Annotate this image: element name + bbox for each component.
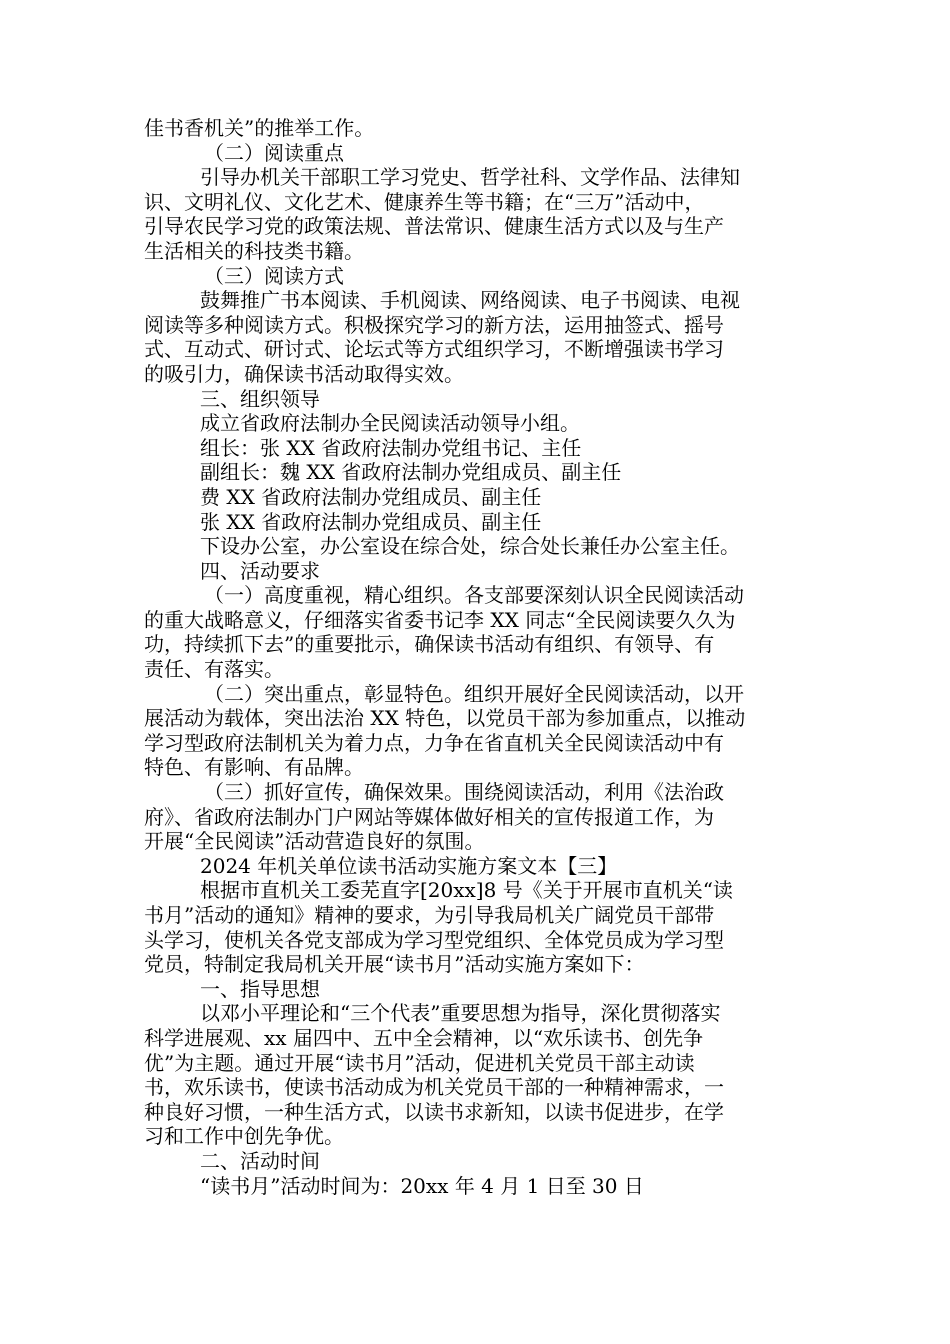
text-line: 三、组织领导 <box>200 386 320 411</box>
text-line: 责任、有落实。 <box>144 657 284 682</box>
text-line: （二）突出重点，彰显特色。组织开展好全民阅读活动，以开 <box>204 681 744 706</box>
text-line: 式、互动式、研讨式、论坛式等方式组织学习，不断增强读书学习 <box>144 337 724 362</box>
text-line: 府》、省政府法制办门户网站等媒体做好相关的宣传报道工作，为 <box>144 804 714 829</box>
text-line: 副组长：魏 XX 省政府法制办党组成员、副主任 <box>200 460 622 485</box>
text-line: 费 XX 省政府法制办党组成员、副主任 <box>200 484 542 509</box>
text-line: 佳书香机关”的推举工作。 <box>144 116 375 140</box>
text-line: 展活动为载体，突出法治 XX 特色，以党员干部为参加重点，以推动 <box>144 706 746 731</box>
text-line: 书，欢乐读书，使读书活动成为机关党员干部的一种精神需求，一 <box>144 1075 724 1100</box>
text-line: 2024 年机关单位读书活动实施方案文本【三】 <box>200 853 618 878</box>
text-line: 张 XX 省政府法制办党组成员、副主任 <box>200 509 542 534</box>
text-line: 鼓舞推广书本阅读、手机阅读、网络阅读、电子书阅读、电视 <box>200 288 740 313</box>
text-line: 的重大战略意义，仔细落实省委书记李 XX 同志“全民阅读要久久为 <box>144 607 736 632</box>
text-line: 阅读等多种阅读方式。积极探究学习的新方法，运用抽签式、摇号 <box>144 312 724 337</box>
text-line: 特色、有影响、有品牌。 <box>144 755 364 780</box>
text-line: 党员，特制定我局机关开展“读书月”活动实施方案如下： <box>144 952 645 977</box>
text-line: 引导办机关干部职工学习党史、哲学社科、文学作品、法律知 <box>200 165 740 190</box>
text-line: （一）高度重视，精心组织。各支部要深刻认识全民阅读活动 <box>204 583 744 608</box>
text-line: 识、文明礼仪、文化艺术、健康养生等书籍；在“三万”活动中， <box>144 189 705 214</box>
text-line: 开展“全民阅读”活动营造良好的氛围。 <box>144 829 485 854</box>
text-line: “读书月”活动时间为：20xx 年 4 月 1 日至 30 日 <box>200 1173 644 1198</box>
text-line: 的吸引力，确保读书活动取得实效。 <box>144 361 464 386</box>
text-line: 学习型政府法制机关为着力点，力争在省直机关全民阅读活动中有 <box>144 730 724 755</box>
text-line: 组长：张 XX 省政府法制办党组书记、主任 <box>200 435 582 460</box>
text-line: （三）阅读方式 <box>204 263 344 288</box>
text-line: 根据市直机关工委芜直字[20xx]8 号《关于开展市直机关“读 <box>200 878 733 903</box>
text-line: 四、活动要求 <box>200 558 320 583</box>
text-line: 生活相关的科技类书籍。 <box>144 238 364 263</box>
document-body <box>144 116 808 1198</box>
text-line: （三）抓好宣传，确保效果。围绕阅读活动，利用《法治政 <box>204 780 724 805</box>
text-line: 一、指导思想 <box>200 976 320 1001</box>
text-line: 引导农民学习党的政策法规、普法常识、健康生活方式以及与生产 <box>144 214 724 239</box>
text-line: 优”为主题。通过开展“读书月”活动，促进机关党员干部主动读 <box>144 1050 695 1075</box>
text-line: 以邓小平理论和“三个代表”重要思想为指导，深化贯彻落实 <box>200 1001 721 1026</box>
text-line: 功，持续抓下去”的重要批示，确保读书活动有组织、有领导、有 <box>144 632 715 657</box>
text-line: 种良好习惯，一种生活方式，以读书求新知，以读书促进步，在学 <box>144 1099 724 1124</box>
text-line: 成立省政府法制办全民阅读活动领导小组。 <box>200 411 580 436</box>
text-line: 二、活动时间 <box>200 1148 320 1173</box>
text-line: 书月”活动的通知》精神的要求，为引导我局机关广阔党员干部带 <box>144 903 715 927</box>
text-line: 科学进展观、xx 届四中、五中全会精神，以“欢乐读书、创先争 <box>144 1025 704 1050</box>
text-line: 习和工作中创先争优。 <box>144 1124 344 1149</box>
text-line: 下设办公室，办公室设在综合处，综合处长兼任办公室主任。 <box>200 534 740 559</box>
text-line: （二）阅读重点 <box>204 140 344 165</box>
text-line: 头学习，使机关各党支部成为学习型党组织、全体党员成为学习型 <box>144 927 724 952</box>
